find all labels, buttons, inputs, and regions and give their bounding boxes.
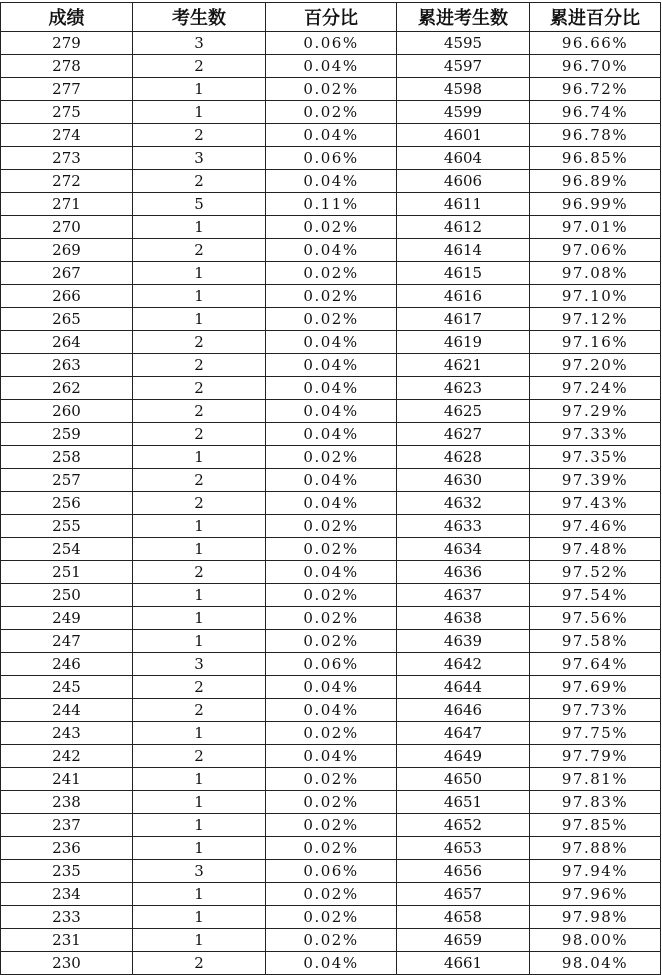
cell-score: 254 bbox=[1, 538, 133, 561]
table-row bbox=[1, 262, 661, 285]
header-percentage: 百分比 bbox=[266, 3, 397, 32]
cell-cumulative-percentage: 97.81% bbox=[530, 768, 661, 791]
cell-score: 236 bbox=[1, 837, 133, 860]
table-row bbox=[1, 538, 661, 561]
cell-score: 234 bbox=[1, 883, 133, 906]
cell-score: 262 bbox=[1, 377, 133, 400]
table-row bbox=[1, 607, 661, 630]
cell-cumulative-candidates: 4647 bbox=[397, 722, 530, 745]
cell-cumulative-candidates: 4653 bbox=[397, 837, 530, 860]
cell-candidates: 2 bbox=[133, 423, 266, 446]
cell-candidates: 2 bbox=[133, 699, 266, 722]
cell-percentage: 0.04% bbox=[266, 239, 397, 262]
cell-cumulative-candidates: 4630 bbox=[397, 469, 530, 492]
cell-percentage: 0.11% bbox=[266, 193, 397, 216]
cell-cumulative-percentage: 97.35% bbox=[530, 446, 661, 469]
cell-percentage: 0.04% bbox=[266, 745, 397, 768]
cell-score: 258 bbox=[1, 446, 133, 469]
cell-score: 251 bbox=[1, 561, 133, 584]
cell-percentage: 0.06% bbox=[266, 653, 397, 676]
cell-cumulative-percentage: 97.12% bbox=[530, 308, 661, 331]
cell-percentage: 0.04% bbox=[266, 676, 397, 699]
cell-cumulative-percentage: 98.04% bbox=[530, 952, 661, 975]
cell-cumulative-percentage: 97.98% bbox=[530, 906, 661, 929]
cell-cumulative-candidates: 4633 bbox=[397, 515, 530, 538]
cell-candidates: 1 bbox=[133, 78, 266, 101]
cell-cumulative-candidates: 4657 bbox=[397, 883, 530, 906]
cell-cumulative-candidates: 4598 bbox=[397, 78, 530, 101]
cell-cumulative-candidates: 4616 bbox=[397, 285, 530, 308]
cell-cumulative-candidates: 4597 bbox=[397, 55, 530, 78]
cell-candidates: 1 bbox=[133, 446, 266, 469]
cell-cumulative-percentage: 97.48% bbox=[530, 538, 661, 561]
cell-cumulative-percentage: 97.56% bbox=[530, 607, 661, 630]
cell-percentage: 0.04% bbox=[266, 55, 397, 78]
cell-percentage: 0.02% bbox=[266, 906, 397, 929]
cell-percentage: 0.04% bbox=[266, 124, 397, 147]
table-row bbox=[1, 699, 661, 722]
cell-percentage: 0.02% bbox=[266, 929, 397, 952]
cell-cumulative-percentage: 97.08% bbox=[530, 262, 661, 285]
table-row bbox=[1, 837, 661, 860]
cell-candidates: 2 bbox=[133, 745, 266, 768]
cell-candidates: 1 bbox=[133, 630, 266, 653]
cell-cumulative-candidates: 4646 bbox=[397, 699, 530, 722]
table-row bbox=[1, 952, 661, 975]
cell-score: 238 bbox=[1, 791, 133, 814]
table-body bbox=[1, 32, 661, 975]
score-distribution-table-container bbox=[0, 2, 660, 975]
cell-cumulative-candidates: 4651 bbox=[397, 791, 530, 814]
cell-score: 255 bbox=[1, 515, 133, 538]
cell-score: 242 bbox=[1, 745, 133, 768]
cell-cumulative-percentage: 97.06% bbox=[530, 239, 661, 262]
cell-percentage: 0.02% bbox=[266, 791, 397, 814]
cell-percentage: 0.04% bbox=[266, 423, 397, 446]
cell-percentage: 0.02% bbox=[266, 837, 397, 860]
cell-cumulative-candidates: 4627 bbox=[397, 423, 530, 446]
cell-candidates: 1 bbox=[133, 538, 266, 561]
cell-percentage: 0.06% bbox=[266, 32, 397, 55]
cell-candidates: 1 bbox=[133, 216, 266, 239]
cell-percentage: 0.04% bbox=[266, 699, 397, 722]
cell-percentage: 0.04% bbox=[266, 469, 397, 492]
table-row bbox=[1, 492, 661, 515]
cell-cumulative-candidates: 4639 bbox=[397, 630, 530, 653]
cell-score: 277 bbox=[1, 78, 133, 101]
table-row bbox=[1, 124, 661, 147]
table-row bbox=[1, 423, 661, 446]
cell-candidates: 2 bbox=[133, 124, 266, 147]
cell-cumulative-percentage: 96.99% bbox=[530, 193, 661, 216]
cell-percentage: 0.02% bbox=[266, 446, 397, 469]
table-row bbox=[1, 377, 661, 400]
cell-cumulative-percentage: 97.69% bbox=[530, 676, 661, 699]
cell-cumulative-percentage: 96.85% bbox=[530, 147, 661, 170]
cell-cumulative-percentage: 97.79% bbox=[530, 745, 661, 768]
cell-cumulative-candidates: 4636 bbox=[397, 561, 530, 584]
cell-score: 244 bbox=[1, 699, 133, 722]
cell-score: 263 bbox=[1, 354, 133, 377]
cell-score: 260 bbox=[1, 400, 133, 423]
cell-score: 233 bbox=[1, 906, 133, 929]
cell-candidates: 1 bbox=[133, 837, 266, 860]
cell-cumulative-candidates: 4599 bbox=[397, 101, 530, 124]
cell-cumulative-percentage: 97.20% bbox=[530, 354, 661, 377]
cell-score: 246 bbox=[1, 653, 133, 676]
cell-percentage: 0.04% bbox=[266, 354, 397, 377]
cell-percentage: 0.02% bbox=[266, 216, 397, 239]
cell-candidates: 1 bbox=[133, 285, 266, 308]
table-row bbox=[1, 285, 661, 308]
cell-cumulative-percentage: 97.64% bbox=[530, 653, 661, 676]
cell-score: 278 bbox=[1, 55, 133, 78]
table-row bbox=[1, 354, 661, 377]
cell-candidates: 2 bbox=[133, 55, 266, 78]
cell-cumulative-percentage: 97.16% bbox=[530, 331, 661, 354]
cell-cumulative-candidates: 4638 bbox=[397, 607, 530, 630]
cell-cumulative-percentage: 97.54% bbox=[530, 584, 661, 607]
table-header bbox=[1, 3, 661, 32]
cell-percentage: 0.02% bbox=[266, 630, 397, 653]
cell-cumulative-percentage: 97.85% bbox=[530, 814, 661, 837]
cell-cumulative-candidates: 4619 bbox=[397, 331, 530, 354]
cell-score: 241 bbox=[1, 768, 133, 791]
cell-cumulative-candidates: 4644 bbox=[397, 676, 530, 699]
table-row bbox=[1, 814, 661, 837]
cell-candidates: 3 bbox=[133, 147, 266, 170]
cell-cumulative-percentage: 97.43% bbox=[530, 492, 661, 515]
cell-percentage: 0.02% bbox=[266, 285, 397, 308]
cell-percentage: 0.04% bbox=[266, 170, 397, 193]
cell-candidates: 1 bbox=[133, 883, 266, 906]
cell-candidates: 2 bbox=[133, 331, 266, 354]
cell-percentage: 0.02% bbox=[266, 538, 397, 561]
cell-cumulative-candidates: 4606 bbox=[397, 170, 530, 193]
cell-percentage: 0.04% bbox=[266, 492, 397, 515]
cell-candidates: 1 bbox=[133, 791, 266, 814]
cell-cumulative-percentage: 98.00% bbox=[530, 929, 661, 952]
table-row bbox=[1, 55, 661, 78]
cell-candidates: 2 bbox=[133, 469, 266, 492]
table-row bbox=[1, 216, 661, 239]
cell-cumulative-percentage: 97.29% bbox=[530, 400, 661, 423]
header-row bbox=[1, 3, 661, 32]
cell-score: 250 bbox=[1, 584, 133, 607]
cell-cumulative-percentage: 97.24% bbox=[530, 377, 661, 400]
cell-percentage: 0.02% bbox=[266, 101, 397, 124]
cell-candidates: 3 bbox=[133, 860, 266, 883]
cell-score: 273 bbox=[1, 147, 133, 170]
table-row bbox=[1, 561, 661, 584]
cell-candidates: 2 bbox=[133, 400, 266, 423]
header-cumulative-candidates: 累进考生数 bbox=[397, 3, 530, 32]
cell-cumulative-candidates: 4623 bbox=[397, 377, 530, 400]
table-row bbox=[1, 906, 661, 929]
cell-candidates: 2 bbox=[133, 492, 266, 515]
cell-score: 274 bbox=[1, 124, 133, 147]
cell-score: 249 bbox=[1, 607, 133, 630]
cell-cumulative-candidates: 4611 bbox=[397, 193, 530, 216]
table-row bbox=[1, 722, 661, 745]
cell-cumulative-percentage: 96.74% bbox=[530, 101, 661, 124]
header-score: 成绩 bbox=[1, 3, 133, 32]
table-row bbox=[1, 239, 661, 262]
cell-cumulative-candidates: 4652 bbox=[397, 814, 530, 837]
cell-candidates: 2 bbox=[133, 676, 266, 699]
cell-score: 267 bbox=[1, 262, 133, 285]
cell-cumulative-percentage: 96.78% bbox=[530, 124, 661, 147]
table-row bbox=[1, 929, 661, 952]
cell-cumulative-candidates: 4625 bbox=[397, 400, 530, 423]
cell-candidates: 2 bbox=[133, 561, 266, 584]
table-row bbox=[1, 791, 661, 814]
cell-score: 247 bbox=[1, 630, 133, 653]
cell-candidates: 1 bbox=[133, 101, 266, 124]
cell-cumulative-percentage: 96.66% bbox=[530, 32, 661, 55]
cell-score: 265 bbox=[1, 308, 133, 331]
table-row bbox=[1, 147, 661, 170]
table-row bbox=[1, 469, 661, 492]
cell-cumulative-candidates: 4642 bbox=[397, 653, 530, 676]
cell-candidates: 2 bbox=[133, 354, 266, 377]
cell-score: 259 bbox=[1, 423, 133, 446]
cell-percentage: 0.02% bbox=[266, 78, 397, 101]
cell-cumulative-percentage: 97.96% bbox=[530, 883, 661, 906]
cell-percentage: 0.02% bbox=[266, 308, 397, 331]
table-row bbox=[1, 883, 661, 906]
cell-percentage: 0.06% bbox=[266, 147, 397, 170]
cell-score: 257 bbox=[1, 469, 133, 492]
table-row bbox=[1, 584, 661, 607]
cell-candidates: 1 bbox=[133, 607, 266, 630]
cell-percentage: 0.02% bbox=[266, 722, 397, 745]
table-row bbox=[1, 32, 661, 55]
cell-cumulative-percentage: 97.10% bbox=[530, 285, 661, 308]
cell-cumulative-percentage: 96.89% bbox=[530, 170, 661, 193]
cell-score: 256 bbox=[1, 492, 133, 515]
cell-cumulative-candidates: 4614 bbox=[397, 239, 530, 262]
cell-cumulative-candidates: 4632 bbox=[397, 492, 530, 515]
cell-candidates: 3 bbox=[133, 653, 266, 676]
cell-percentage: 0.02% bbox=[266, 584, 397, 607]
score-distribution-table bbox=[0, 2, 661, 975]
cell-score: 235 bbox=[1, 860, 133, 883]
cell-cumulative-candidates: 4649 bbox=[397, 745, 530, 768]
cell-percentage: 0.04% bbox=[266, 400, 397, 423]
cell-cumulative-candidates: 4612 bbox=[397, 216, 530, 239]
cell-percentage: 0.04% bbox=[266, 561, 397, 584]
table-row bbox=[1, 768, 661, 791]
cell-score: 237 bbox=[1, 814, 133, 837]
cell-cumulative-candidates: 4658 bbox=[397, 906, 530, 929]
cell-score: 272 bbox=[1, 170, 133, 193]
cell-cumulative-candidates: 4601 bbox=[397, 124, 530, 147]
table-row bbox=[1, 676, 661, 699]
table-row bbox=[1, 331, 661, 354]
table-row bbox=[1, 193, 661, 216]
cell-candidates: 2 bbox=[133, 377, 266, 400]
cell-candidates: 1 bbox=[133, 262, 266, 285]
header-candidates: 考生数 bbox=[133, 3, 266, 32]
cell-cumulative-candidates: 4628 bbox=[397, 446, 530, 469]
cell-score: 266 bbox=[1, 285, 133, 308]
cell-candidates: 1 bbox=[133, 768, 266, 791]
cell-cumulative-candidates: 4617 bbox=[397, 308, 530, 331]
cell-percentage: 0.06% bbox=[266, 860, 397, 883]
cell-score: 275 bbox=[1, 101, 133, 124]
cell-cumulative-candidates: 4637 bbox=[397, 584, 530, 607]
cell-candidates: 1 bbox=[133, 722, 266, 745]
table-row bbox=[1, 101, 661, 124]
cell-percentage: 0.02% bbox=[266, 768, 397, 791]
cell-cumulative-candidates: 4604 bbox=[397, 147, 530, 170]
cell-percentage: 0.04% bbox=[266, 331, 397, 354]
cell-candidates: 1 bbox=[133, 906, 266, 929]
cell-cumulative-candidates: 4650 bbox=[397, 768, 530, 791]
cell-cumulative-candidates: 4634 bbox=[397, 538, 530, 561]
cell-candidates: 1 bbox=[133, 929, 266, 952]
cell-score: 269 bbox=[1, 239, 133, 262]
cell-score: 271 bbox=[1, 193, 133, 216]
cell-cumulative-percentage: 97.33% bbox=[530, 423, 661, 446]
cell-cumulative-candidates: 4595 bbox=[397, 32, 530, 55]
cell-percentage: 0.02% bbox=[266, 607, 397, 630]
cell-cumulative-candidates: 4661 bbox=[397, 952, 530, 975]
cell-cumulative-percentage: 97.75% bbox=[530, 722, 661, 745]
cell-cumulative-percentage: 97.88% bbox=[530, 837, 661, 860]
table-row bbox=[1, 745, 661, 768]
table-row bbox=[1, 308, 661, 331]
cell-percentage: 0.02% bbox=[266, 814, 397, 837]
table-row bbox=[1, 446, 661, 469]
table-row bbox=[1, 630, 661, 653]
header-cumulative-percentage: 累进百分比 bbox=[530, 3, 661, 32]
cell-cumulative-percentage: 96.70% bbox=[530, 55, 661, 78]
cell-candidates: 2 bbox=[133, 952, 266, 975]
cell-cumulative-percentage: 97.94% bbox=[530, 860, 661, 883]
table-row bbox=[1, 170, 661, 193]
cell-score: 245 bbox=[1, 676, 133, 699]
cell-candidates: 1 bbox=[133, 814, 266, 837]
cell-candidates: 1 bbox=[133, 584, 266, 607]
cell-cumulative-candidates: 4615 bbox=[397, 262, 530, 285]
cell-candidates: 1 bbox=[133, 308, 266, 331]
cell-percentage: 0.02% bbox=[266, 883, 397, 906]
cell-cumulative-candidates: 4621 bbox=[397, 354, 530, 377]
cell-cumulative-percentage: 97.83% bbox=[530, 791, 661, 814]
cell-candidates: 2 bbox=[133, 170, 266, 193]
cell-score: 279 bbox=[1, 32, 133, 55]
cell-cumulative-percentage: 97.52% bbox=[530, 561, 661, 584]
cell-candidates: 2 bbox=[133, 239, 266, 262]
table-row bbox=[1, 860, 661, 883]
cell-candidates: 3 bbox=[133, 32, 266, 55]
cell-score: 243 bbox=[1, 722, 133, 745]
cell-score: 270 bbox=[1, 216, 133, 239]
cell-score: 230 bbox=[1, 952, 133, 975]
cell-cumulative-candidates: 4659 bbox=[397, 929, 530, 952]
table-row bbox=[1, 653, 661, 676]
cell-cumulative-percentage: 97.73% bbox=[530, 699, 661, 722]
cell-percentage: 0.04% bbox=[266, 952, 397, 975]
cell-cumulative-percentage: 97.01% bbox=[530, 216, 661, 239]
cell-percentage: 0.04% bbox=[266, 377, 397, 400]
cell-cumulative-percentage: 97.39% bbox=[530, 469, 661, 492]
cell-score: 231 bbox=[1, 929, 133, 952]
table-row bbox=[1, 400, 661, 423]
cell-score: 264 bbox=[1, 331, 133, 354]
cell-percentage: 0.02% bbox=[266, 262, 397, 285]
cell-cumulative-percentage: 97.46% bbox=[530, 515, 661, 538]
cell-cumulative-candidates: 4656 bbox=[397, 860, 530, 883]
cell-cumulative-percentage: 97.58% bbox=[530, 630, 661, 653]
table-row bbox=[1, 78, 661, 101]
cell-candidates: 5 bbox=[133, 193, 266, 216]
cell-percentage: 0.02% bbox=[266, 515, 397, 538]
cell-candidates: 1 bbox=[133, 515, 266, 538]
table-row bbox=[1, 515, 661, 538]
cell-cumulative-percentage: 96.72% bbox=[530, 78, 661, 101]
